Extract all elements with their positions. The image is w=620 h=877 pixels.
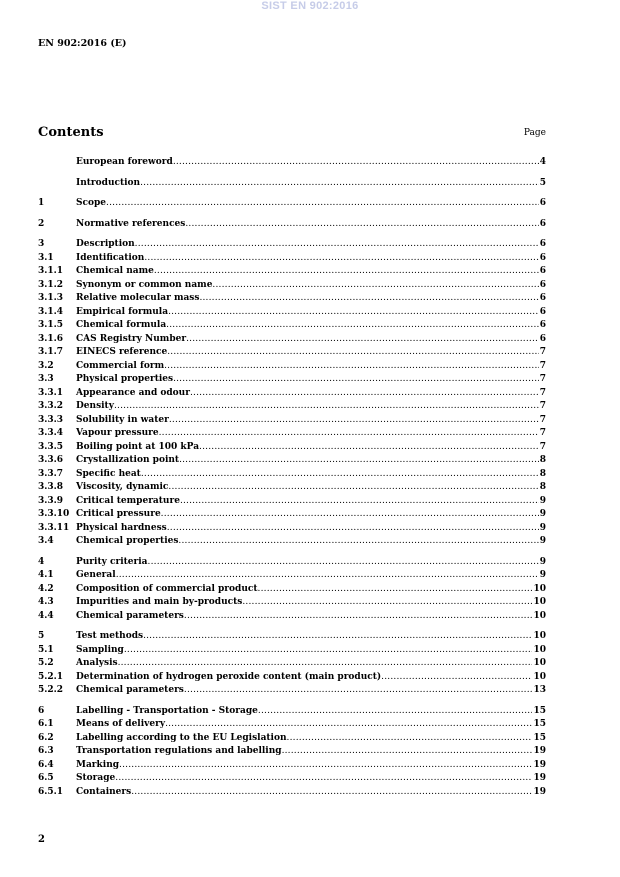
toc-entry-title: Boiling point at 100 kPa — [76, 441, 200, 452]
toc-entry[interactable] — [38, 495, 546, 509]
toc-entry-number: 6.1 — [38, 719, 54, 729]
dot-leader — [179, 454, 539, 468]
toc-entry-title: Identification — [76, 252, 145, 263]
dot-leader — [184, 684, 533, 698]
toc-entry-title: Labelling according to the EU Legislation — [76, 732, 287, 743]
toc-entry-page: 7 — [539, 414, 546, 425]
toc-entry-title: Scope — [76, 198, 107, 208]
toc-entry[interactable] — [38, 481, 546, 495]
toc-entry-number: 3.3.3 — [38, 414, 64, 425]
toc-entry-page: 10 — [533, 658, 546, 668]
dot-leader — [106, 197, 539, 211]
toc-entry[interactable] — [38, 644, 546, 658]
toc-entry-number: 3.3.10 — [38, 509, 70, 519]
toc-entry-number: 3.3.5 — [38, 441, 64, 452]
toc-entry-title: Labelling - Transportation - Storage — [76, 705, 258, 716]
toc-entry-page: 6 — [539, 320, 546, 330]
dot-leader — [169, 414, 539, 428]
toc-entry-number: 3.1.2 — [38, 279, 64, 290]
toc-entry-title: Description — [76, 239, 135, 249]
toc-entry-number: 4.4 — [38, 610, 54, 621]
watermark: SIST EN 902:2016 — [261, 0, 359, 12]
toc-entry-title: Marking — [76, 759, 120, 770]
toc-entry[interactable] — [38, 252, 546, 266]
dot-leader — [258, 705, 533, 719]
toc-entry-page: 6 — [539, 266, 546, 276]
toc-entry-number: 6.5.1 — [38, 786, 64, 797]
toc-entry-title: Viscosity, dynamic — [76, 482, 169, 492]
toc-entry-page: 9 — [539, 522, 546, 533]
toc-entry-page: 19 — [533, 773, 546, 783]
dot-leader — [185, 218, 538, 232]
dot-leader — [199, 292, 538, 306]
toc-entry-page: 7 — [539, 360, 546, 371]
toc-entry-number: 5.2 — [38, 658, 54, 668]
toc-entry-title: Containers — [76, 786, 132, 797]
toc-entry[interactable] — [38, 522, 546, 536]
toc-entry[interactable] — [38, 292, 546, 306]
toc-entry-title: European foreword — [76, 157, 173, 167]
toc-entry-title: Critical temperature — [76, 495, 180, 506]
dot-leader — [124, 644, 533, 658]
toc-entry[interactable] — [38, 306, 546, 320]
dot-leader — [114, 400, 539, 414]
toc-entry-title: Vapour pressure — [76, 428, 159, 438]
toc-entry[interactable] — [38, 333, 546, 347]
toc-entry-title: Commercial form — [76, 360, 165, 371]
page-column-label: Page — [523, 128, 546, 138]
toc-entry-title: Transportation regulations and labelling — [76, 746, 282, 756]
toc-entry-page: 4 — [539, 157, 546, 167]
toc-entry-number: 3.3 — [38, 374, 54, 384]
toc-entry-page: 7 — [539, 374, 546, 384]
toc-entry[interactable] — [38, 535, 546, 549]
toc-entry[interactable] — [38, 156, 546, 170]
dot-leader — [167, 522, 539, 536]
toc-entry-title: Means of delivery — [76, 719, 166, 729]
toc-entry-page: 6 — [539, 198, 546, 208]
toc-entry-title: Chemical formula — [76, 320, 167, 330]
toc-entry-title: Determination of hydrogen peroxide content (main product) — [76, 671, 382, 682]
toc-entry[interactable] — [38, 373, 546, 387]
toc-entry-title: Relative molecular mass — [76, 293, 200, 303]
toc-entry-number: 4.2 — [38, 583, 54, 594]
toc-entry[interactable] — [38, 441, 546, 455]
toc-entry-number: 3.4 — [38, 536, 54, 546]
toc-entry[interactable] — [38, 657, 546, 671]
toc-entry-number: 4.3 — [38, 597, 54, 607]
toc-entry-page: 10 — [533, 597, 546, 607]
toc-entry[interactable] — [38, 556, 546, 570]
toc-entry-title: Solubility in water — [76, 414, 169, 425]
toc-entry[interactable] — [38, 705, 546, 719]
toc-entry-number: 5.1 — [38, 644, 54, 655]
toc-entry-number: 6.5 — [38, 773, 54, 783]
toc-entry-page: 19 — [533, 746, 546, 756]
toc-entry-number: 4 — [38, 556, 45, 567]
dot-leader — [173, 156, 539, 170]
toc-entry[interactable] — [38, 583, 546, 597]
dot-leader — [116, 569, 539, 583]
toc-entry-number: 3.3.8 — [38, 482, 64, 492]
toc-entry-page: 7 — [539, 401, 546, 411]
toc-entry-title: Normative references — [76, 218, 186, 229]
toc-entry-title: Crystallization point — [76, 455, 180, 465]
toc-entry-page: 9 — [539, 570, 546, 580]
toc-entry-page: 15 — [533, 705, 546, 716]
toc-entry-page: 10 — [533, 644, 546, 655]
toc-entry-page: 7 — [539, 441, 546, 452]
toc-entry[interactable] — [38, 346, 546, 360]
toc-entry[interactable] — [38, 387, 546, 401]
toc-entry-page: 6 — [539, 293, 546, 303]
dot-leader — [115, 772, 532, 786]
dot-leader — [131, 786, 532, 800]
toc-entry-page: 19 — [533, 759, 546, 770]
toc-entry[interactable] — [38, 454, 546, 468]
toc-entry-number: 3.3.1 — [38, 387, 64, 398]
contents-heading: Contents — [38, 125, 104, 140]
toc-entry-title: Critical pressure — [76, 509, 161, 519]
dot-leader — [140, 177, 539, 191]
toc-entry-page: 6 — [539, 218, 546, 229]
toc-entry[interactable] — [38, 400, 546, 414]
toc-entry[interactable] — [38, 427, 546, 441]
dot-leader — [144, 252, 538, 266]
toc-entry-page: 6 — [539, 333, 546, 344]
toc-entry-number: 6.3 — [38, 746, 54, 756]
toc-entry-number: 3.2 — [38, 360, 54, 371]
toc-entry-page: 7 — [539, 387, 546, 398]
dot-leader — [173, 373, 539, 387]
toc-entry[interactable] — [38, 596, 546, 610]
dot-leader — [381, 671, 532, 685]
toc-entry-page: 9 — [539, 556, 546, 567]
dot-leader — [165, 718, 532, 732]
toc-entry-page: 9 — [539, 509, 546, 519]
dot-leader — [141, 468, 539, 482]
dot-leader — [282, 745, 533, 759]
toc-entry-page: 8 — [539, 468, 546, 479]
toc-entry-title: Appearance and odour — [76, 387, 190, 398]
toc-entry-title: Physical hardness — [76, 522, 167, 533]
toc-entry[interactable] — [38, 177, 546, 191]
dot-leader — [184, 610, 533, 624]
toc-entry-title: EINECS reference — [76, 347, 168, 357]
toc-entry-number: 5.2.1 — [38, 671, 64, 682]
toc-entry-number: 3.3.9 — [38, 495, 64, 506]
toc-entry[interactable] — [38, 684, 546, 698]
toc-entry-number: 5.2.2 — [38, 685, 64, 695]
toc-entry-page: 9 — [539, 495, 546, 506]
toc-entry-page: 13 — [533, 685, 546, 695]
page-number: 2 — [38, 834, 45, 845]
toc-entry-number: 3.3.7 — [38, 468, 64, 479]
toc-entry-page: 15 — [533, 719, 546, 729]
toc-entry-page: 10 — [533, 583, 546, 594]
toc-entry-page: 15 — [533, 732, 546, 743]
toc-entry-number: 3.3.11 — [38, 522, 70, 533]
toc-entry-page: 6 — [539, 279, 546, 290]
toc-entry-page: 10 — [533, 671, 546, 682]
toc-entry-page: 5 — [539, 177, 546, 188]
toc-entry-title: Storage — [76, 773, 116, 783]
dot-leader — [135, 238, 539, 252]
dot-leader — [190, 387, 539, 401]
dot-leader — [167, 346, 538, 360]
toc-entry-title: Analysis — [76, 658, 118, 668]
toc-entry-title: Test methods — [76, 631, 144, 641]
toc-entry-page: 19 — [533, 786, 546, 797]
toc-entry-title: Specific heat — [76, 468, 141, 479]
dot-leader — [148, 556, 539, 570]
dot-leader — [164, 360, 539, 374]
toc-entry-number: 3.1.5 — [38, 320, 64, 330]
toc-entry[interactable] — [38, 772, 546, 786]
toc-entry-number: 3.3.4 — [38, 428, 64, 438]
toc-entry[interactable] — [38, 197, 546, 211]
toc-entry-title: General — [76, 570, 116, 580]
toc-entry-title: Sampling — [76, 644, 124, 655]
toc-entry-title: Chemical name — [76, 266, 154, 276]
toc-entry-title: Density — [76, 401, 114, 411]
toc-entry-title: Chemical parameters — [76, 685, 184, 695]
toc-entry-number: 6.4 — [38, 759, 54, 770]
toc-entry[interactable] — [38, 732, 546, 746]
toc-entry-page: 9 — [539, 536, 546, 546]
toc-entry[interactable] — [38, 569, 546, 583]
toc-entry-title: Chemical properties — [76, 536, 179, 546]
toc-entry-title: Composition of commercial product — [76, 583, 258, 594]
toc-entry-number: 3.1.3 — [38, 293, 64, 303]
toc-entry-number: 3.1.6 — [38, 333, 64, 344]
toc-entry-title: Empirical formula — [76, 306, 169, 317]
toc-entry-number: 3.3.2 — [38, 401, 64, 411]
toc-entry-number: 3.1.1 — [38, 266, 64, 276]
toc-entry-title: Impurities and main by-products — [76, 597, 243, 607]
toc-entry-number: 6.2 — [38, 732, 54, 743]
toc-entry-page: 6 — [539, 239, 546, 249]
toc-entry-page: 6 — [539, 306, 546, 317]
toc-entry-page: 7 — [539, 428, 546, 438]
dot-leader — [242, 596, 532, 610]
toc-entry[interactable] — [38, 238, 546, 252]
table-of-contents — [38, 156, 546, 799]
toc-entry-number: 2 — [38, 218, 45, 229]
toc-entry[interactable] — [38, 508, 546, 522]
toc-entry-number: 3 — [38, 239, 45, 249]
dot-leader — [154, 265, 539, 279]
toc-entry-number: 3.1.7 — [38, 347, 64, 357]
toc-entry-title: Chemical parameters — [76, 610, 184, 621]
toc-entry-title: Purity criteria — [76, 556, 148, 567]
dot-leader — [166, 319, 539, 333]
toc-entry-number: 3.1.4 — [38, 306, 64, 317]
toc-entry[interactable] — [38, 414, 546, 428]
toc-entry-title: CAS Registry Number — [76, 333, 187, 344]
toc-entry-number: 6 — [38, 705, 45, 716]
dot-leader — [178, 535, 538, 549]
toc-entry[interactable] — [38, 218, 546, 232]
document-id: EN 902:2016 (E) — [38, 38, 127, 49]
dot-leader — [258, 583, 533, 597]
dot-leader — [212, 279, 538, 293]
dot-leader — [118, 657, 533, 671]
toc-entry[interactable] — [38, 786, 546, 800]
dot-leader — [287, 732, 533, 746]
toc-entry-page: 6 — [539, 252, 546, 263]
toc-entry[interactable] — [38, 360, 546, 374]
toc-entry-page: 8 — [539, 482, 546, 492]
toc-entry-page: 10 — [533, 610, 546, 621]
toc-entry[interactable] — [38, 319, 546, 333]
toc-entry-page: 7 — [539, 347, 546, 357]
toc-entry[interactable] — [38, 279, 546, 293]
toc-entry-number: 4.1 — [38, 570, 54, 580]
dot-leader — [143, 630, 532, 644]
toc-entry-title: Physical properties — [76, 374, 174, 384]
toc-entry[interactable] — [38, 610, 546, 624]
toc-entry[interactable] — [38, 718, 546, 732]
toc-entry-number: 3.1 — [38, 252, 54, 263]
dot-leader — [199, 441, 539, 455]
toc-entry[interactable] — [38, 759, 546, 773]
toc-entry-page: 8 — [539, 455, 546, 465]
toc-entry[interactable] — [38, 468, 546, 482]
toc-entry-number: 5 — [38, 631, 45, 641]
toc-entry-number: 1 — [38, 198, 45, 208]
toc-entry[interactable] — [38, 630, 546, 644]
dot-leader — [180, 495, 539, 509]
dot-leader — [119, 759, 532, 773]
toc-entry[interactable] — [38, 671, 546, 685]
dot-leader — [186, 333, 539, 347]
toc-entry-title: Introduction — [76, 177, 141, 188]
dot-leader — [168, 306, 539, 320]
toc-entry[interactable] — [38, 745, 546, 759]
toc-entry-title: Synonym or common name — [76, 279, 213, 290]
dot-leader — [168, 481, 538, 495]
dot-leader — [159, 427, 539, 441]
toc-entry[interactable] — [38, 265, 546, 279]
dot-leader — [161, 508, 539, 522]
toc-entry-number: 3.3.6 — [38, 455, 64, 465]
toc-entry-page: 10 — [533, 631, 546, 641]
